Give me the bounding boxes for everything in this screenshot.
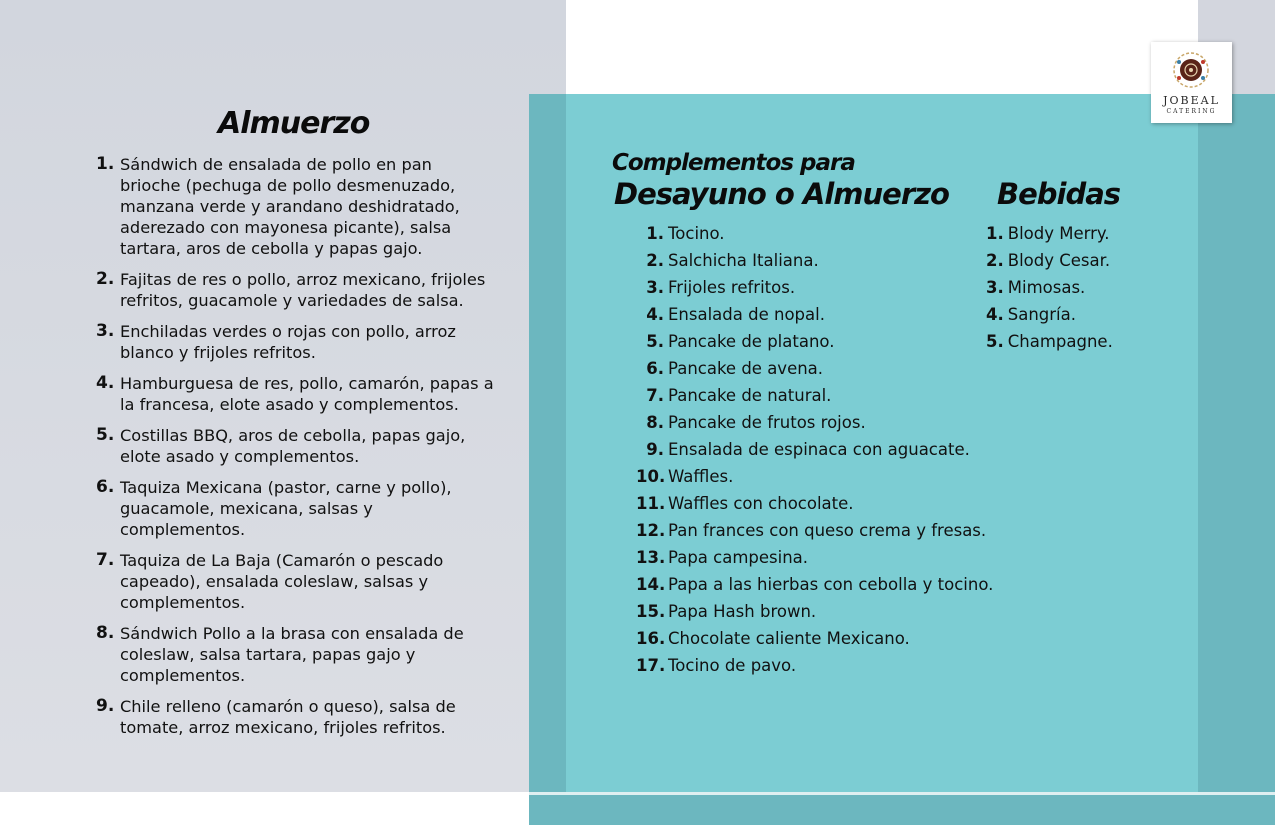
- item-number: 1.: [986, 224, 1004, 243]
- item-text: Pan frances con queso crema y fresas.: [668, 521, 987, 540]
- item-text: Waffles con chocolate.: [668, 494, 854, 513]
- item-text: Frijoles refritos.: [668, 278, 796, 297]
- item-text: Papa a las hierbas con cebolla y tocino.: [668, 575, 994, 594]
- item-number: 2.: [986, 251, 1004, 270]
- item-number: 9.: [96, 696, 115, 716]
- item-number: 17.: [636, 656, 666, 675]
- item-number: 8.: [96, 623, 115, 643]
- bebidas-title: Bebidas: [997, 177, 1121, 211]
- item-number: 16.: [636, 629, 666, 648]
- almuerzo-list-item: [96, 696, 496, 738]
- bebidas-list-item: [986, 330, 1186, 357]
- almuerzo-list-item: [96, 321, 496, 363]
- complementos-subtitle: Complementos para: [612, 150, 855, 176]
- complementos-list-item: [636, 492, 996, 519]
- item-text: Mimosas.: [1007, 278, 1086, 297]
- item-number: 9.: [646, 440, 664, 459]
- almuerzo-list-item: [96, 373, 496, 415]
- complementos-list-item: [636, 546, 996, 573]
- complementos-list-item: [636, 465, 996, 492]
- item-text: Fajitas de res o pollo, arroz mexicano, frijoles refritos, guacamole y variedades de salsa.: [120, 270, 486, 310]
- item-number: 2.: [96, 269, 115, 289]
- item-text: Blody Merry.: [1007, 224, 1110, 243]
- item-text: Papa campesina.: [668, 548, 809, 567]
- almuerzo-list-item: [96, 269, 496, 311]
- jobeal-logo: [1151, 42, 1232, 123]
- complementos-list-item: [636, 249, 996, 276]
- complementos-list: [636, 222, 996, 681]
- item-text: Pancake de avena.: [668, 359, 824, 378]
- item-text: Ensalada de nopal.: [668, 305, 825, 324]
- item-text: Pancake de frutos rojos.: [668, 413, 866, 432]
- item-number: 2.: [646, 251, 664, 270]
- bebidas-list-item: [986, 249, 1186, 276]
- item-number: 3.: [986, 278, 1004, 297]
- complementos-list-item: [636, 519, 996, 546]
- item-number: 5.: [646, 332, 664, 351]
- item-number: 12.: [636, 521, 666, 540]
- logo-emblem-icon: [1171, 50, 1211, 90]
- almuerzo-list-item: [96, 477, 496, 540]
- item-text: Tocino de pavo.: [668, 656, 797, 675]
- item-number: 6.: [646, 359, 664, 378]
- item-text: Taquiza Mexicana (pastor, carne y pollo), guacamole, mexicana, salsas y complementos.: [120, 478, 452, 539]
- bebidas-list-item: [986, 276, 1186, 303]
- item-number: 7.: [96, 550, 115, 570]
- complementos-list-item: [636, 573, 996, 600]
- complementos-list-item: [636, 330, 996, 357]
- item-number: 15.: [636, 602, 666, 621]
- item-number: 8.: [646, 413, 664, 432]
- logo-name: JOBEAL: [1163, 94, 1220, 107]
- item-text: Chocolate caliente Mexicano.: [668, 629, 910, 648]
- item-text: Pancake de platano.: [668, 332, 835, 351]
- complementos-list-item: [636, 411, 996, 438]
- item-text: Chile relleno (camarón o queso), salsa de tomate, arroz mexicano, frijoles refritos.: [120, 697, 456, 737]
- item-text: Sangría.: [1007, 305, 1076, 324]
- item-number: 3.: [646, 278, 664, 297]
- bebidas-list-item: [986, 303, 1186, 330]
- item-text: Champagne.: [1007, 332, 1113, 351]
- complementos-list-item: [636, 303, 996, 330]
- item-number: 4.: [986, 305, 1004, 324]
- complementos-title: Desayuno o Almuerzo: [614, 177, 949, 211]
- complementos-list-item: [636, 627, 996, 654]
- item-number: 4.: [646, 305, 664, 324]
- item-number: 7.: [646, 386, 664, 405]
- item-number: 14.: [636, 575, 666, 594]
- bebidas-list-item: [986, 222, 1186, 249]
- item-number: 5.: [986, 332, 1004, 351]
- item-text: Tocino.: [668, 224, 725, 243]
- item-text: Pancake de natural.: [668, 386, 832, 405]
- complementos-list-item: [636, 276, 996, 303]
- item-number: 10.: [636, 467, 666, 486]
- item-text: Papa Hash brown.: [668, 602, 817, 621]
- almuerzo-list-item: [96, 154, 496, 259]
- item-text: Taquiza de La Baja (Camarón o pescado capeado), ensalada coleslaw, salsas y complementos.: [120, 551, 444, 612]
- almuerzo-list-item: [96, 425, 496, 467]
- item-text: Salchicha Italiana.: [668, 251, 819, 270]
- item-number: 1.: [646, 224, 664, 243]
- item-text: Blody Cesar.: [1007, 251, 1111, 270]
- complementos-list-item: [636, 384, 996, 411]
- item-number: 1.: [96, 154, 115, 174]
- almuerzo-title: Almuerzo: [218, 106, 370, 141]
- item-text: Enchiladas verdes o rojas con pollo, arroz blanco y frijoles refritos.: [120, 322, 456, 362]
- item-number: 3.: [96, 321, 115, 341]
- item-text: Hamburguesa de res, pollo, camarón, papas a la francesa, elote asado y complementos.: [120, 374, 494, 414]
- item-text: Sándwich Pollo a la brasa con ensalada de coleslaw, salsa tartara, papas gajo y complementos.: [120, 624, 464, 685]
- item-text: Costillas BBQ, aros de cebolla, papas gajo, elote asado y complementos.: [120, 426, 466, 466]
- item-number: 13.: [636, 548, 666, 567]
- item-text: Sándwich de ensalada de pollo en pan brioche (pechuga de pollo desmenuzado, manzana verde y arandano deshidratado, aderezado con mayonesa picante), salsa tartara, aros de cebolla y papas gajo.: [120, 155, 460, 258]
- item-text: Waffles.: [668, 467, 734, 486]
- bebidas-list: [986, 222, 1186, 357]
- item-number: 6.: [96, 477, 115, 497]
- complementos-list-item: [636, 438, 996, 465]
- logo-subtitle: CATERING: [1166, 108, 1217, 115]
- complementos-list-item: [636, 600, 996, 627]
- complementos-list-item: [636, 357, 996, 384]
- complementos-list-item: [636, 654, 996, 681]
- item-number: 4.: [96, 373, 115, 393]
- almuerzo-list-item: [96, 623, 496, 686]
- almuerzo-list: [96, 154, 496, 748]
- item-text: Ensalada de espinaca con aguacate.: [668, 440, 970, 459]
- item-number: 5.: [96, 425, 115, 445]
- complementos-list-item: [636, 222, 996, 249]
- bottom-divider: [529, 792, 1275, 795]
- item-number: 11.: [636, 494, 666, 513]
- almuerzo-list-item: [96, 550, 496, 613]
